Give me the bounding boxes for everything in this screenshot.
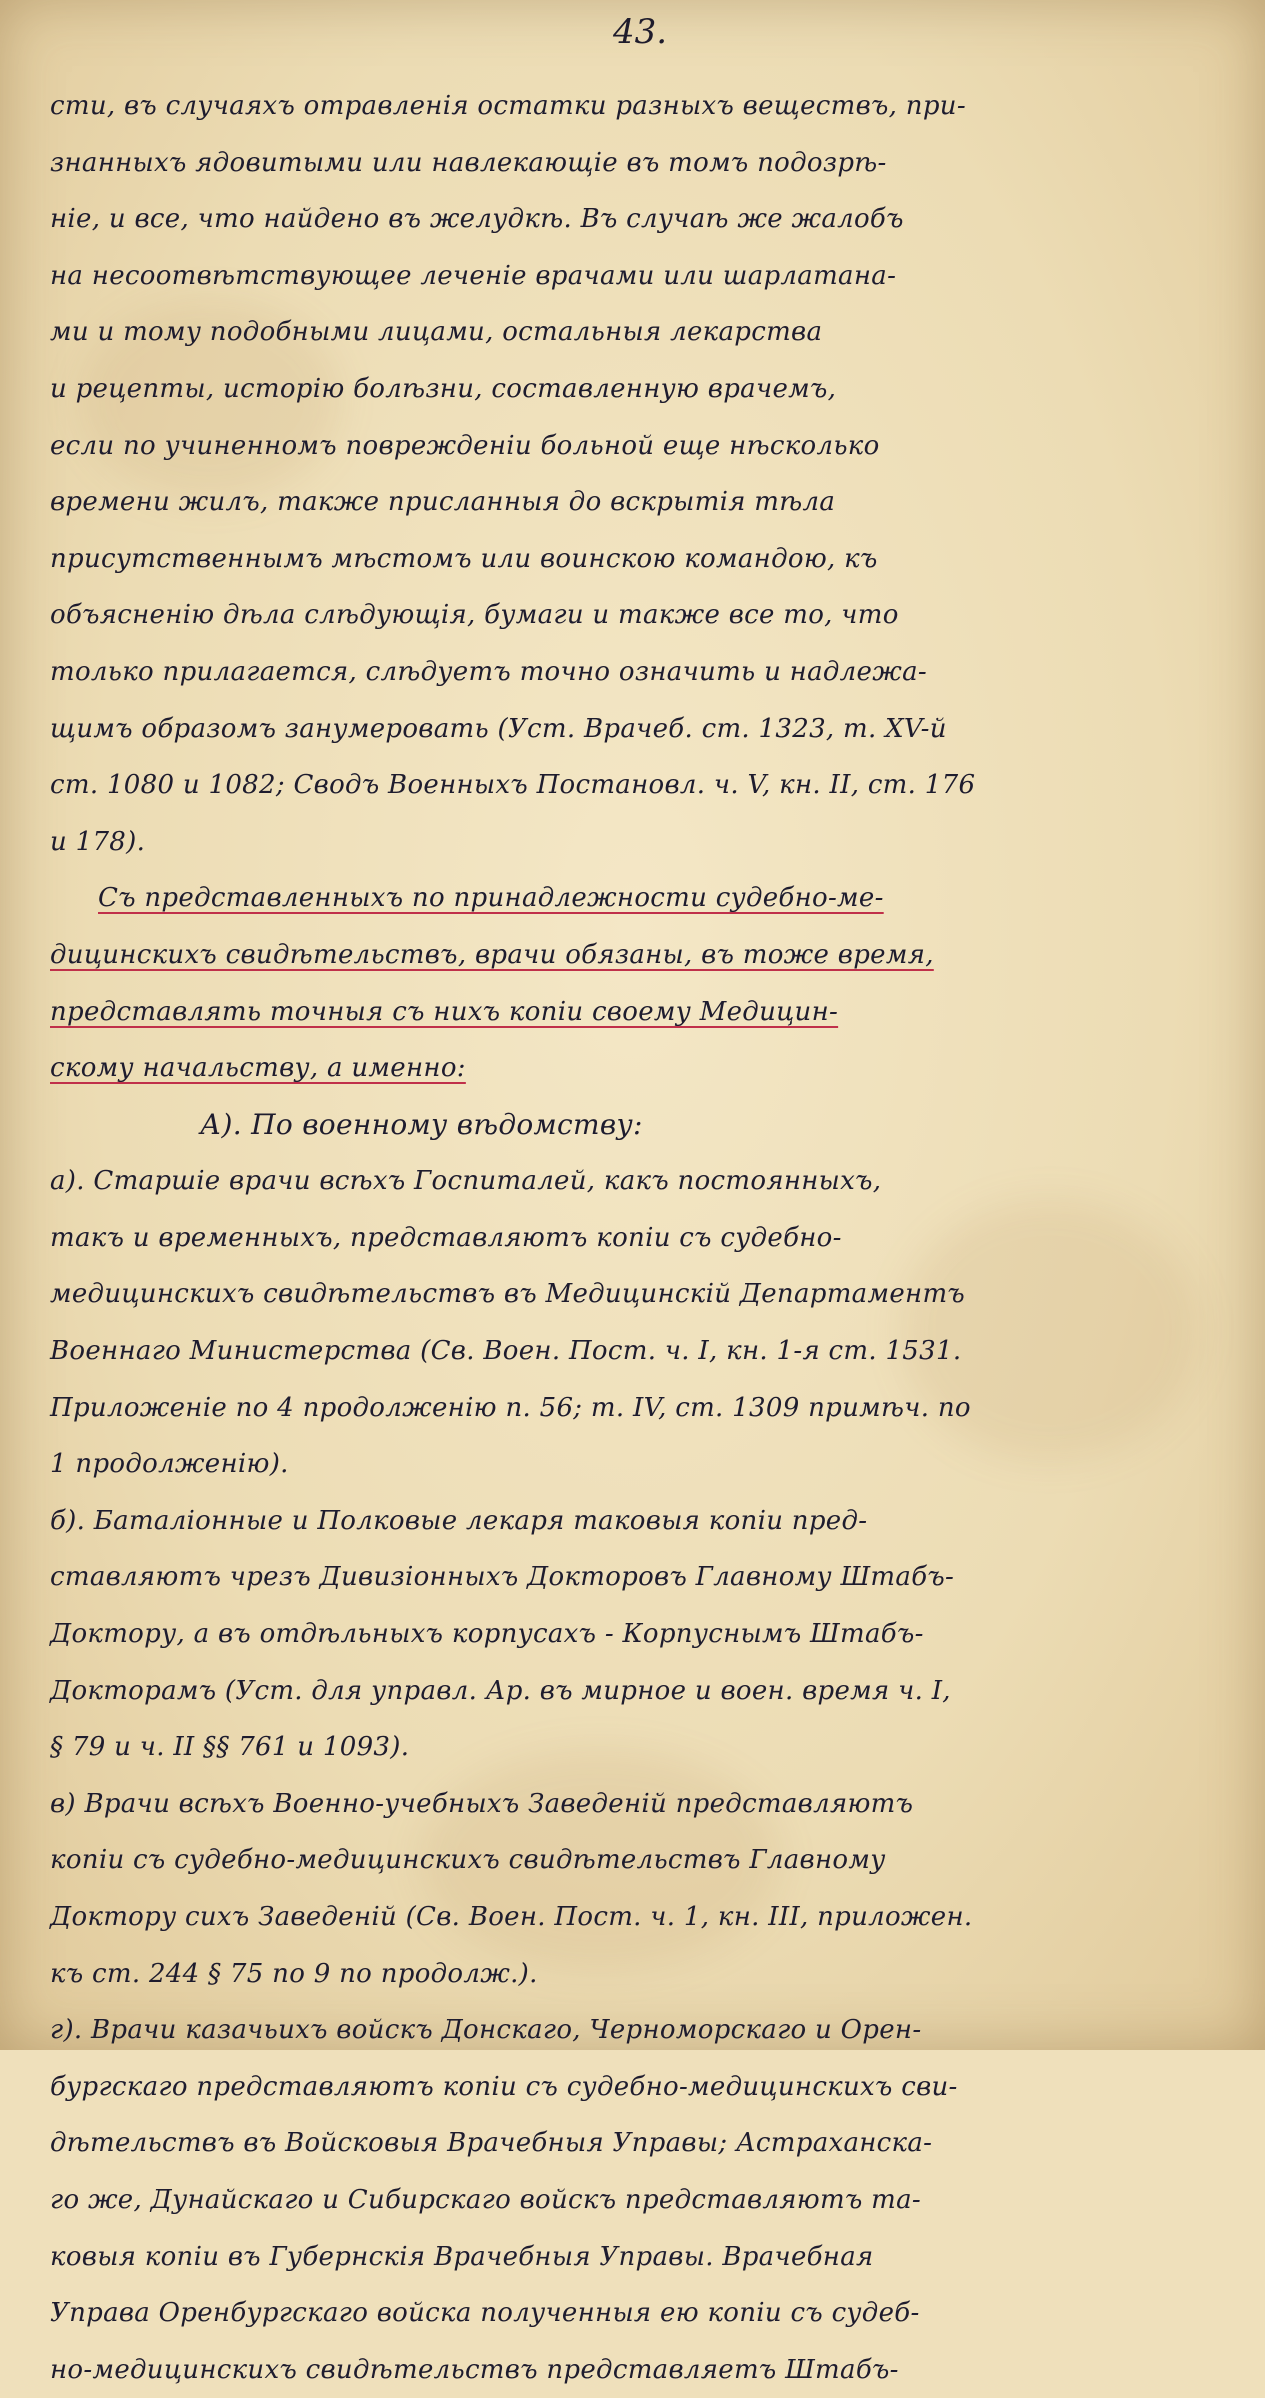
text-line: го же, Дунайскаго и Сибирскаго войскъ представляютъ та-	[50, 2184, 921, 2215]
text-line: Докторамъ (Уст. для управл. Ар. въ мирное и воен. время ч. I,	[50, 1675, 951, 1706]
text-line-underlined: представлять точныя съ нихъ копіи своему Медицин-	[50, 996, 839, 1027]
text-line: ст. 1080 и 1082; Сводъ Военныхъ Постановл. ч. V, кн. II, ст. 176	[50, 770, 976, 801]
text-line: ніе, и все, что найдено въ желудкѣ. Въ случаѣ же жалобъ	[50, 204, 904, 235]
text-line: дѣтельствъ въ Войсковыя Врачебныя Управы; Астраханска-	[50, 2128, 933, 2159]
text-line: а). Старшіе врачи всѣхъ Госпиталей, какъ постоянныхъ,	[50, 1166, 882, 1197]
text-line: § 79 и ч. II §§ 761 и 1093).	[50, 1732, 410, 1763]
text-line-underlined: Съ представленныхъ по принадлежности судебно-ме-	[98, 883, 884, 914]
text-line: но-медицинскихъ свидѣтельствъ представляетъ Штабъ-	[50, 2354, 899, 2385]
handwritten-text-body	[50, 78, 1210, 2398]
text-line: на несоотвѣтствующее леченіе врачами или шарлатана-	[50, 260, 897, 291]
text-line: Военнаго Министерства (Св. Воен. Пост. ч. I, кн. 1-я ст. 1531.	[50, 1336, 962, 1367]
text-line: присутственнымъ мѣстомъ или воинскою командою, къ	[50, 543, 878, 574]
text-line: такъ и временныхъ, представляютъ копіи съ судебно-	[50, 1222, 842, 1253]
text-line: Доктору, а въ отдѣльныхъ корпусахъ - Корпуснымъ Штабъ-	[50, 1619, 924, 1650]
text-line: в) Врачи всѣхъ Военно-учебныхъ Заведеній представляютъ	[50, 1788, 914, 1819]
text-line: Управа Оренбургскаго войска полученныя ею копіи съ судеб-	[50, 2298, 920, 2329]
text-line: къ ст. 244 § 75 по 9 по продолж.).	[50, 1958, 538, 1989]
text-line: щимъ образомъ занумеровать (Уст. Врачеб. ст. 1323, т. XV-й	[50, 713, 947, 744]
text-line: времени жилъ, также присланныя до вскрытія тѣла	[50, 487, 836, 518]
text-line: 1 продолженію).	[50, 1449, 289, 1480]
text-line: бургскаго представляютъ копіи съ судебно-медицинскихъ сви-	[50, 2071, 958, 2102]
section-heading: А). По военному вѣдомству:	[200, 1107, 643, 1141]
text-line: и 178).	[50, 826, 146, 857]
text-line-underlined: дицинскихъ свидѣтельствъ, врачи обязаны, въ тоже время,	[50, 939, 934, 970]
text-line: копіи съ судебно-медицинскихъ свидѣтельствъ Главному	[50, 1845, 886, 1876]
text-line: г). Врачи казачьихъ войскъ Донскаго, Черноморскаго и Орен-	[50, 2015, 922, 2046]
text-line: ми и тому подобными лицами, остальныя лекарства	[50, 317, 823, 348]
text-line: и рецепты, исторію болѣзни, составленную врачемъ,	[50, 373, 837, 404]
text-line: Приложеніе по 4 продолженію п. 56; т. IV, ст. 1309 примѣч. по	[50, 1392, 971, 1423]
text-line: медицинскихъ свидѣтельствъ въ Медицинскій Департаментъ	[50, 1279, 966, 1310]
text-line: ковыя копіи въ Губернскія Врачебныя Управы. Врачебная	[50, 2241, 874, 2272]
text-line: знанныхъ ядовитыми или навлекающіе въ томъ подозрѣ-	[50, 147, 887, 178]
text-line: Доктору сихъ Заведеній (Св. Воен. Пост. ч. 1, кн. III, приложен.	[50, 1902, 973, 1932]
text-line: объясненію дѣла слѣдующія, бумаги и также все то, что	[50, 600, 899, 631]
text-line: если по учиненномъ поврежденіи больной еще нѣсколько	[50, 430, 880, 461]
text-line-underlined: скому начальству, а именно:	[50, 1053, 466, 1084]
text-line: б). Баталіонные и Полковые лекаря таковыя копіи пред-	[50, 1505, 868, 1536]
text-line: только прилагается, слѣдуетъ точно означить и надлежа-	[50, 656, 927, 687]
text-line: сти, въ случаяхъ отравленія остатки разныхъ веществъ, при-	[50, 91, 966, 121]
page-number: 43.	[612, 12, 668, 52]
text-line: ставляютъ чрезъ Дивизіонныхъ Докторовъ Главному Штабъ-	[50, 1562, 955, 1593]
